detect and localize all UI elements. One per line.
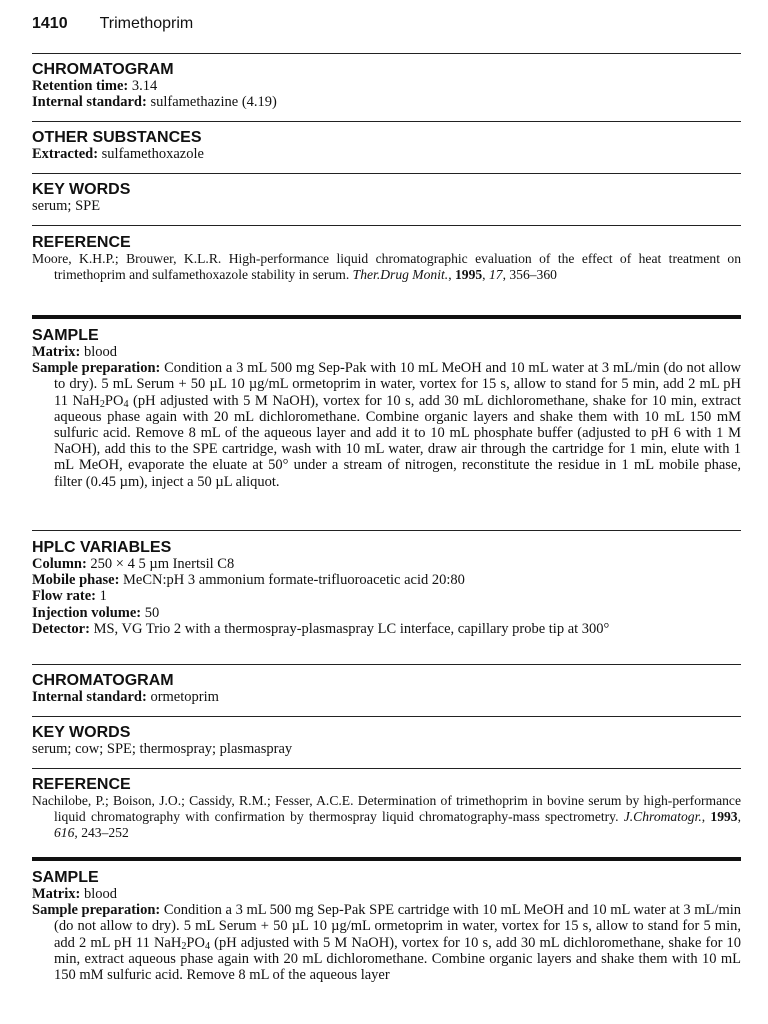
section-heading: REFERENCE <box>32 234 131 251</box>
chromatogram-section-2 <box>32 672 741 705</box>
running-head <box>32 15 193 33</box>
divider <box>32 664 741 665</box>
divider <box>32 530 741 531</box>
detector-field: Detector: MS, VG Trio 2 with a thermospray-plasmaspray LC interface, capillary probe tip at 300° <box>32 620 610 637</box>
divider <box>32 53 741 54</box>
internal-standard-field: Internal standard: sulfamethazine (4.19) <box>32 94 277 111</box>
sample-section-2 <box>32 327 741 490</box>
reference-citation: Nachilobe, P.; Boison, J.O.; Cassidy, R.M.; Fesser, A.C.E. Determination of trimethoprim in bovine serum by high-performance liquid chromatography with confirmation by thermospray liquid chromatography-mass spectrometry. J.Chromatogr., 1993, 616, 243–252 <box>32 793 741 840</box>
hplc-variables-section <box>32 539 741 637</box>
matrix-field: Matrix: blood <box>32 886 117 902</box>
section-heading: OTHER SUBSTANCES <box>32 129 202 146</box>
retention-time-field: Retention time: 3.14 <box>32 78 158 94</box>
section-heading: CHROMATOGRAM <box>32 61 174 78</box>
key-words-section-2 <box>32 724 741 757</box>
section-heading: CHROMATOGRAM <box>32 672 174 689</box>
sample-section-3 <box>32 869 741 983</box>
divider <box>32 225 741 226</box>
divider <box>32 173 741 174</box>
section-heading: SAMPLE <box>32 327 99 344</box>
divider <box>32 121 741 122</box>
internal-standard-field: Internal standard: ormetoprim <box>32 689 219 705</box>
sample-preparation-field: Sample preparation: Condition a 3 mL 500 mg Sep-Pak SPE cartridge with 10 mL MeOH and 10 mL water at 3 mL/min (do not allow to dry). 5 mL Serum + 50 µL 10 µg/mL ormetoprim in water, vortex for 15 s, allow to stand for 5 min, add 2 mL pH 11 $NaH_2PO_4$ (pH adjusted with 5 M NaOH), vortex for 10 s, add 30 mL dichloromethane, shake for 10 min, extract aqueous phase again with 20 mL dichloromethane. Combine organic layers and shake them with 10 mL 150 mM sulfuric acid. Remove 8 mL of the aqueous layer <box>32 902 742 984</box>
extracted-field: Extracted: sulfamethoxazole <box>32 146 204 162</box>
divider <box>32 768 741 769</box>
page-number: 1410 <box>32 15 68 32</box>
section-heading: KEY WORDS <box>32 724 131 741</box>
sample-preparation-field: Sample preparation: Condition a 3 mL 500 mg Sep-Pak with 10 mL MeOH and 10 mL water at 3 mL/min (do not allow to dry). 5 mL Serum + 50 µL 10 µg/mL ormetoprim in water, vortex for 15 s, allow to stand for 5 min, add 2 mL pH 11 $NaH_2PO_4$ (pH adjusted with 5 M NaOH), vortex for 10 s, add 30 mL dichloromethane, shake for 10 min, extract aqueous phase again with 20 mL dichloromethane. Combine organic layers and shake them with 10 mL 150 mM sulfuric acid. Remove 8 mL of the aqueous layer and add it to 10 mL phosphate buffer (adjusted to pH 6 with 1 M NaOH), add this to the SPE cartridge, wash with 10 mL water, draw air through the cartridge for 1 min, elute with 1 mL MeOH, evaporate the eluate at 50° under a stream of nitrogen, reconstitute the residue in 1 mL mobile phase, filter (0.45 µm), inject a 50 µL aliquot. <box>32 360 741 490</box>
key-words-text: serum; SPE <box>32 198 101 214</box>
reference-section-2 <box>32 776 741 841</box>
section-heading: SAMPLE <box>32 869 99 886</box>
mobile-phase-field: Mobile phase: MeCN:pH 3 ammonium formate-trifluoroacetic acid 20:80 <box>32 572 465 589</box>
reference-section-1 <box>32 234 741 283</box>
injection-volume-field: Injection volume: 50 <box>32 604 160 621</box>
entry-separator <box>32 857 741 861</box>
running-title: Trimethoprim <box>99 15 194 32</box>
matrix-field: Matrix: blood <box>32 344 117 360</box>
divider <box>32 716 741 717</box>
other-substances-section <box>32 129 741 162</box>
chromatogram-section-1 <box>32 61 741 110</box>
entry-separator <box>32 315 741 319</box>
column-field: Column: 250 × 4 5 µm Inertsil C8 <box>32 556 235 572</box>
key-words-text: serum; cow; SPE; thermospray; plasmaspray <box>32 741 293 757</box>
section-heading: HPLC VARIABLES <box>32 539 172 556</box>
reference-citation: Moore, K.H.P.; Brouwer, K.L.R. High-performance liquid chromatographic evaluation of the effect of heat treatment on trimethoprim and sulfamethoxazole stability in serum. Ther.Drug Monit., 1995, 17, 356–360 <box>32 251 741 282</box>
key-words-section-1 <box>32 181 741 214</box>
section-heading: REFERENCE <box>32 776 131 793</box>
section-heading: KEY WORDS <box>32 181 131 198</box>
flow-rate-field: Flow rate: 1 <box>32 588 107 605</box>
